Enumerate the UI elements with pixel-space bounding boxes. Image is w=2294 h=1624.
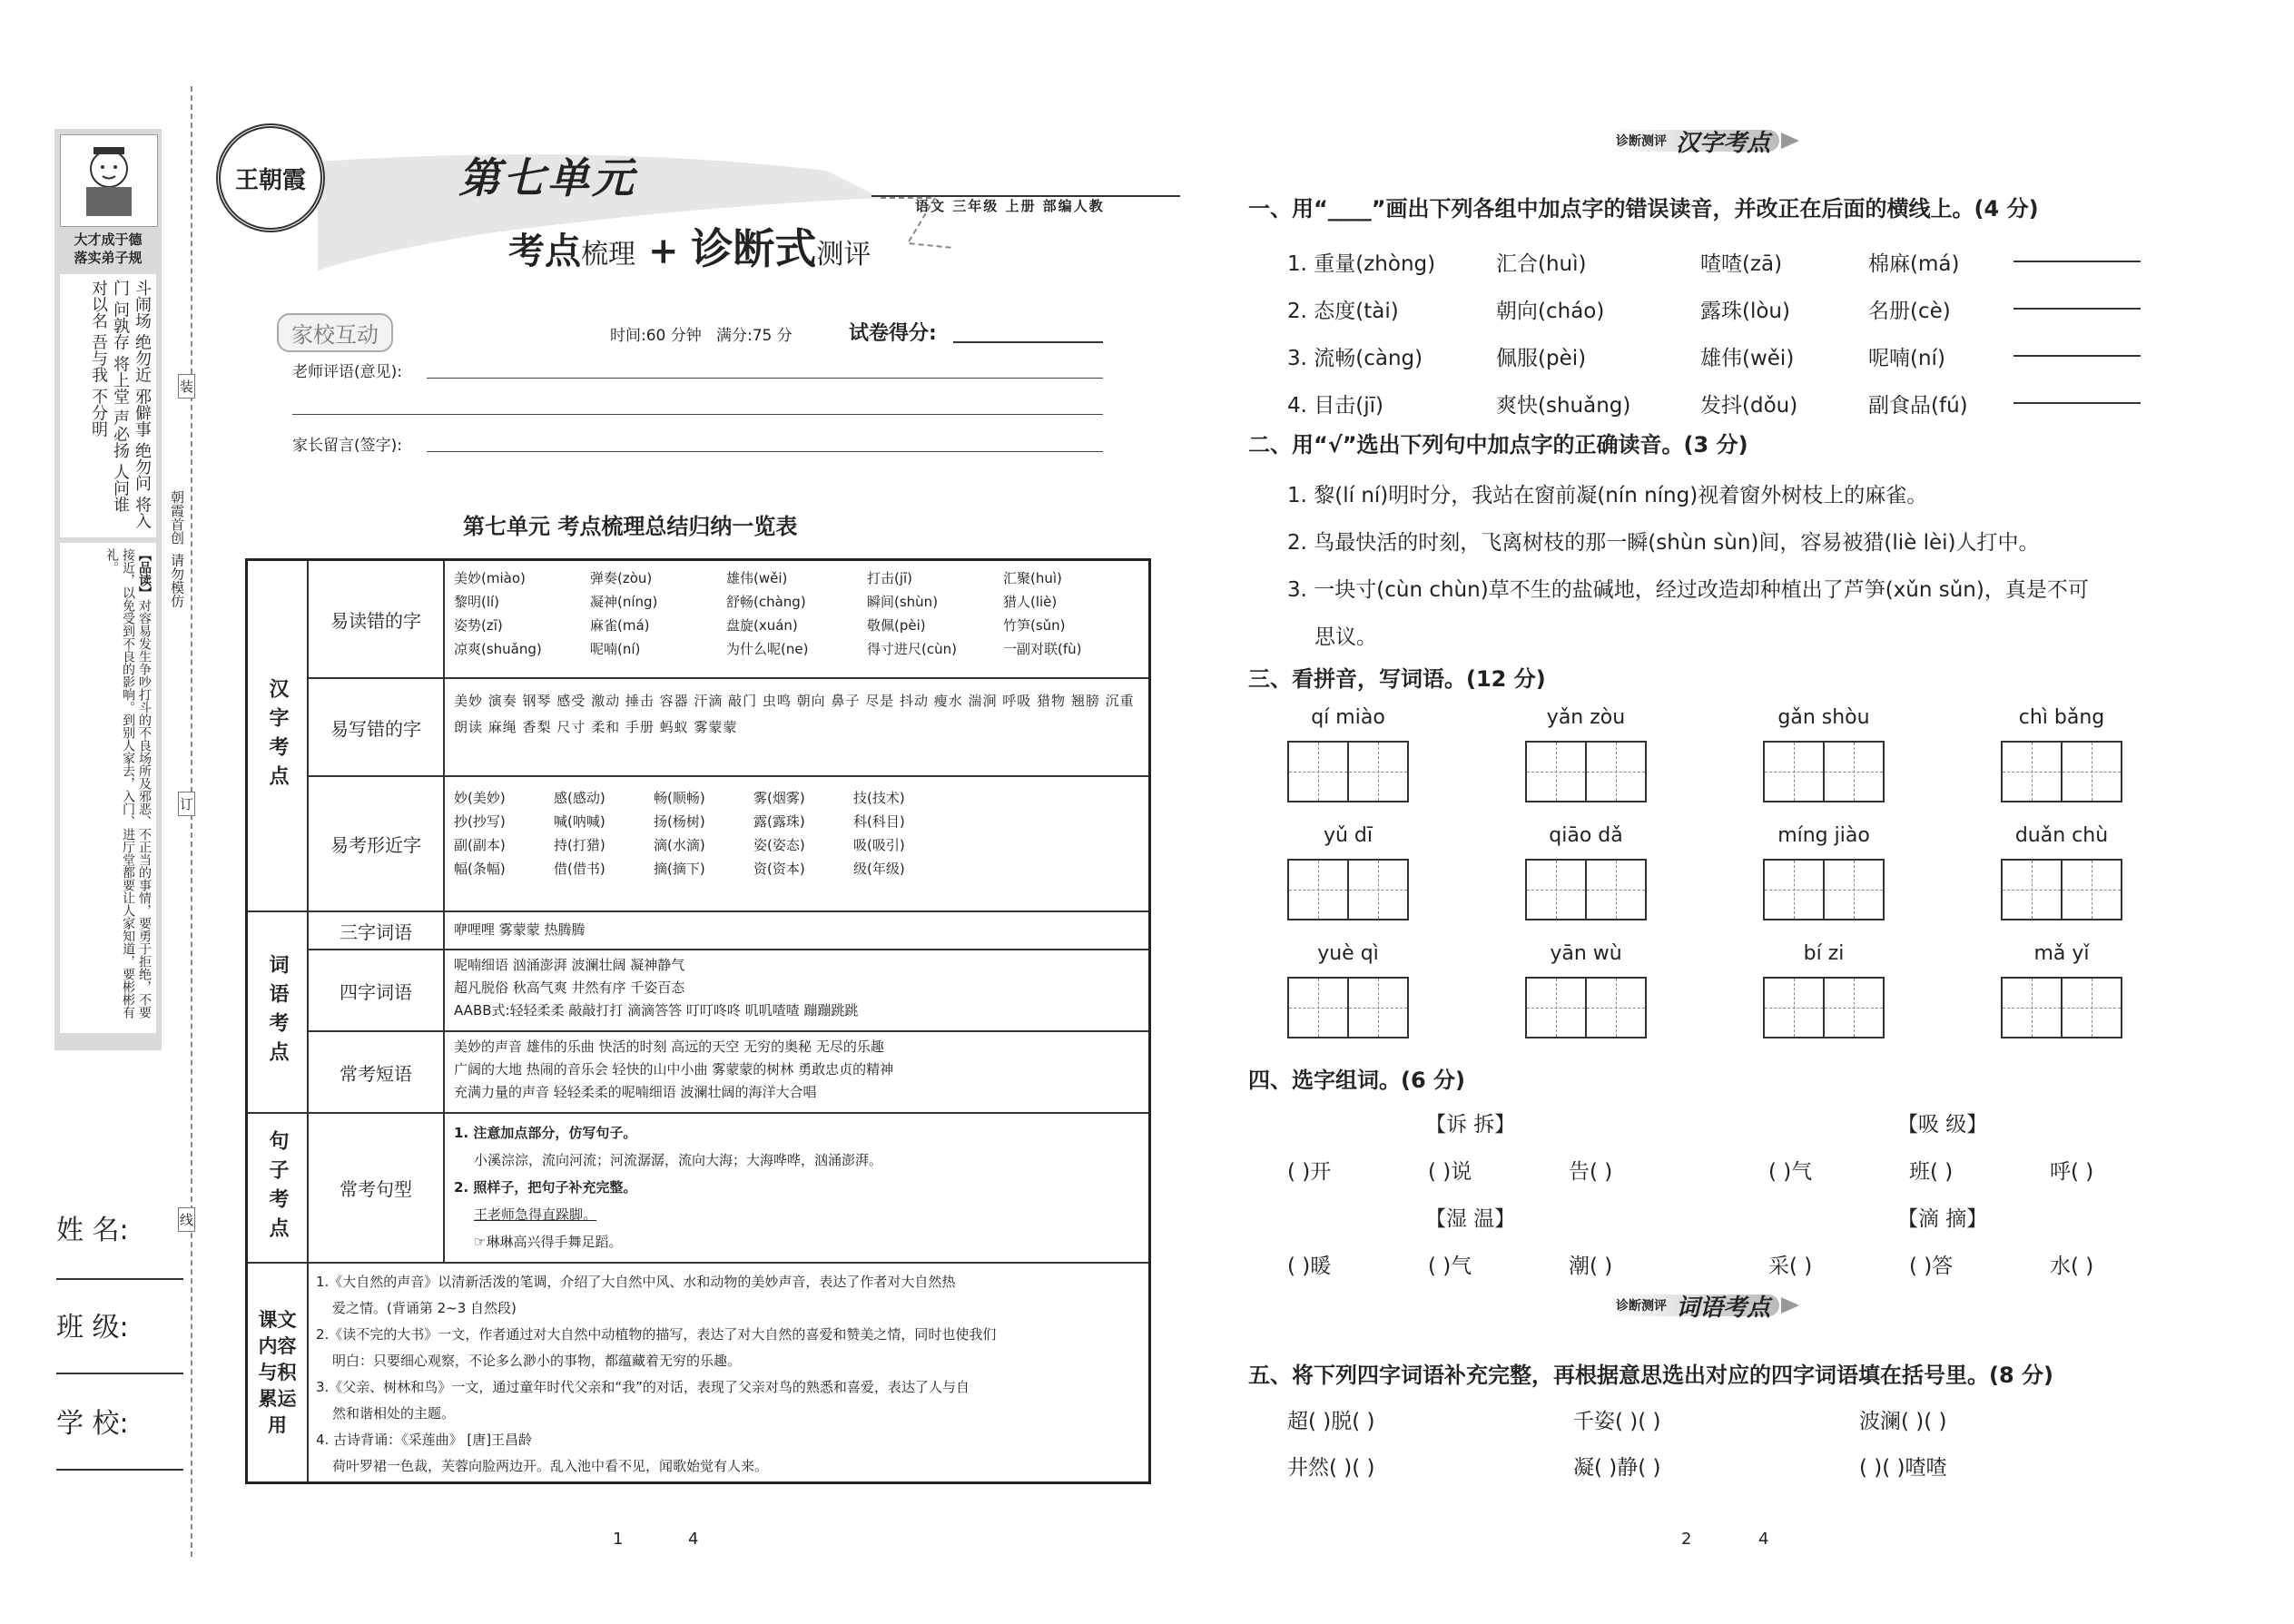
answer-line[interactable] <box>2013 355 2141 357</box>
unit-title: 第七单元 <box>458 153 636 202</box>
page-total: 4 <box>1758 1530 1769 1549</box>
choice-group: 【诉 拆】 <box>1425 1113 1516 1137</box>
label-yixie: 易写错的字 <box>307 677 443 775</box>
content-kewen: 1.《大自然的声音》以清新活泼的笔调，介绍了大自然中风、水和动物的美妙声音，表达了作者对大自然热 爱之情。(背诵第 2~3 自然段) 2.《读不完的大书》一文，作者通过对大自然中动植物的描写，表达了对大自然的喜爱和赞美之情，同时也使我们 明白：只要细心观察，不论多么渺小的事物，都蕴藏着无穷的乐趣。 3.《父亲、树林和鸟》一文，通过童年时代父亲和“我”的对话，表现了父亲对鸟的熟悉和喜爱，表达了人与自 然和谐相处的主题。 4. 古诗背诵：《采莲曲》 [唐]王昌龄 荷叶罗裙一色裁，芙蓉向脸两边开。乱入池中看不见，闻歌始觉有人来。 <box>307 1262 1148 1482</box>
name-field[interactable] <box>56 1278 183 1280</box>
score-field[interactable] <box>953 341 1103 343</box>
question-2-items: 1. 黎(lí ní)明时分，我站在窗前凝(nín níng)视着窗外树枝上的麻雀。 2. 鸟最快活的时刻，飞离树枝的那一瞬(shùn sùn)间，容易被猎(liè lèi)人打中。 3. 一块寸(cùn chùn)草不生的盐碱地，经过改造却种植出了芦笋(xǔn sǔn)，真是不可 思议。 <box>1287 484 2089 649</box>
writing-box[interactable] <box>1525 741 1647 802</box>
question-2: 二、用“√”选出下列句中加点字的正确读音。(3 分) <box>1248 432 1748 458</box>
pinyin-prompt: yuè qì <box>1317 942 1379 965</box>
pinyin-prompt: gǎn shòu <box>1777 706 1870 729</box>
content-yixie: 美妙 演奏 钢琴 感受 激动 捶击 容器 汗滴 敲门 虫鸣 朝向 鼻子 尽是 抖动 瘦水 湍涧 呼吸 猎物 翘膀 沉重 朗读 麻绳 香梨 尺寸 柔和 手册 蚂蚁 雾蒙蒙 <box>443 677 1148 775</box>
class-label: 班 级: <box>56 1312 129 1343</box>
choice-group: 【湿 温】 <box>1425 1207 1516 1231</box>
brand-logo: 王朝霞 <box>216 123 325 232</box>
page-number: 2 <box>1681 1530 1692 1549</box>
question-5-row: 超( )脱( ) 千姿( )( ) 波澜( )( ) <box>1287 1410 1947 1433</box>
writing-box[interactable] <box>1763 741 1885 802</box>
question-1: 一、用“____”画出下列各组中加点字的错误读音，并改正在后面的横线上。(4 分) <box>1248 196 2039 221</box>
motto-sidebar <box>54 129 162 1050</box>
pinyin-prompt: bí zi <box>1803 942 1845 965</box>
arrow-icon <box>1779 129 1803 153</box>
answer-line[interactable] <box>2013 261 2141 262</box>
pinyin-prompt: yǎn zòu <box>1546 706 1626 729</box>
class-field[interactable] <box>56 1373 183 1374</box>
score-label: 试卷得分: <box>849 322 937 345</box>
cut-label: 订 <box>178 792 195 816</box>
content-sanzi: 咿哩哩 雾蒙蒙 热腾腾 <box>443 910 1148 949</box>
category-kewen: 课文内容与积累运用 <box>248 1262 307 1482</box>
content-yidu: 美妙(miào) 弹奏(zòu) 雄伟(wěi) 打击(jī) 汇聚(huì) 黎明(lí) 凝神(níng) 舒畅(chàng) 瞬间(shùn) 猎人(liè) 姿势(zī) 麻雀(má) 盘旋(xuán) 敬佩(pèi) 竹笋(sǔn) 凉爽(shuǎng) 呢喃(ní) 为什么呢(ne) 得寸进尺(cùn) 一副对联(fù) <box>443 561 1148 677</box>
writing-box[interactable] <box>1763 977 1885 1038</box>
content-duanyu: 美妙的声音 雄伟的乐曲 快活的时刻 高远的天空 无穷的奥秘 无尽的乐趣 广阔的大地 热闹的音乐会 轻快的山中小曲 雾蒙蒙的树林 勇敢忠贞的精神 充满力量的声音 轻轻柔柔的呢喃细语 波澜壮阔的海洋大合唱 <box>443 1030 1148 1112</box>
arrow-icon <box>1779 1294 1803 1317</box>
pinyin-prompt: míng jiào <box>1777 824 1870 847</box>
label-duanyu: 常考短语 <box>307 1030 443 1112</box>
school-label: 学 校: <box>56 1408 129 1440</box>
pinyin-grid <box>1287 706 2195 1042</box>
category-ciyu: 词语考点 <box>248 910 307 1112</box>
label-yidu: 易读错的字 <box>307 561 443 677</box>
pinyin-prompt: qiāo dǎ <box>1549 824 1623 847</box>
parent-comment-label: 家长留言(签字): <box>292 437 402 455</box>
section-banner-hanzi: 诊断测评 汉字考点 <box>1607 129 1803 153</box>
question-4-row: ( )暖 ( )气 潮( ) 采( ) ( )答 水( ) <box>1287 1255 2094 1278</box>
label-sanzi: 三字词语 <box>307 910 443 949</box>
exam-time: 时间:60 分钟 满分:75 分 <box>610 327 793 345</box>
writing-box[interactable] <box>1763 859 1885 920</box>
page-number: 1 <box>613 1530 624 1549</box>
category-juzi: 句子考点 <box>248 1112 307 1262</box>
home-school-badge: 家校互动 <box>277 313 393 352</box>
question-5: 五、将下列四字词语补充完整，再根据意思选出对应的四字词语填在括号里。(8 分) <box>1248 1363 2053 1388</box>
student-illustration <box>60 134 158 227</box>
pinyin-prompt: yǔ dī <box>1323 824 1373 847</box>
writing-box[interactable] <box>1525 859 1647 920</box>
cut-line <box>191 86 192 1557</box>
writing-box[interactable] <box>2001 859 2122 920</box>
poem-text: 斗闹场 绝勿近 邪僻事 绝勿问 将入门 问孰存 将上堂 声必扬 人问谁 对以名 吾与我 不分明 <box>60 274 156 537</box>
content-juxing: 1. 注意加点部分，仿写句子。 小溪淙淙，流向河流；河流潺潺，流向大海；大海哗哗，汹涌澎湃。 2. 照样子，把句子补充完整。 王老师急得直跺脚。 ☞琳琳高兴得手舞足蹈。 <box>443 1112 1148 1262</box>
teacher-comment-field[interactable] <box>427 378 1103 379</box>
writing-box[interactable] <box>1525 977 1647 1038</box>
question-4: 四、选字组词。(6 分) <box>1248 1068 1465 1093</box>
question-4-row: ( )开 ( )说 告( ) ( )气 班( ) 呼( ) <box>1287 1160 2094 1184</box>
teacher-comment-label: 老师评语(意见): <box>292 363 402 381</box>
question-5-row: 井然( )( ) 凝( )静( ) ( )( )喳喳 <box>1287 1456 1947 1480</box>
writing-box[interactable] <box>1287 977 1409 1038</box>
textbook-info: 语文 三年级 上册 部编人教 <box>915 198 1105 214</box>
school-field[interactable] <box>56 1469 183 1471</box>
summary-title: 第七单元 考点梳理总结归纳一览表 <box>463 514 798 539</box>
writing-box[interactable] <box>2001 741 2122 802</box>
writing-box[interactable] <box>1287 741 1409 802</box>
label-sizi: 四字词语 <box>307 949 443 1030</box>
category-hanzi: 汉字考点 <box>266 677 289 794</box>
copyright-note: 朝霞首创 请勿模仿 <box>169 490 185 608</box>
label-yixing: 易考形近字 <box>307 775 443 910</box>
pinyin-prompt: duǎn chù <box>2014 824 2109 847</box>
pinyin-prompt: yān wù <box>1550 942 1622 965</box>
page-subtitle: 考点梳理 + 诊断式测评 <box>508 224 871 273</box>
choice-group: 【吸 级】 <box>1897 1113 1988 1137</box>
pinyin-prompt: chì bǎng <box>2018 706 2105 729</box>
page-total: 4 <box>688 1530 699 1549</box>
content-sizi: 呢喃细语 汹涌澎湃 波澜壮阔 凝神静气 超凡脱俗 秋高气爽 井然有序 千姿百态 AABB式:轻轻柔柔 敲敲打打 滴滴答答 叮叮咚咚 叽叽喳喳 蹦蹦跳跳 <box>443 949 1148 1030</box>
summary-table <box>245 558 1151 1484</box>
cut-label: 装 <box>178 374 195 399</box>
writing-box[interactable] <box>1287 859 1409 920</box>
pinyin-prompt: mǎ yǐ <box>2033 942 2090 965</box>
motto: 大才成于德 落实弟子规 <box>74 231 143 266</box>
choice-group: 【滴 摘】 <box>1897 1207 1988 1231</box>
parent-comment-field[interactable] <box>427 451 1103 452</box>
section-banner-ciyu: 诊断测评 词语考点 <box>1607 1294 1803 1317</box>
writing-box[interactable] <box>2001 977 2122 1038</box>
content-yixing: 妙(美妙) 抄(抄写) 副(副本) 幅(条幅) 感(感动) 喊(呐喊) 持(打猎) 借(借书) 畅(顺畅) 扬(杨树) 滴(水滴) 摘(摘下) 雾(烟雾) 露(露珠) 姿(姿态) 资(资本) 技(技术) 科(科目) 吸(吸引) 级(年级) <box>443 775 1148 910</box>
question-1-items: 1. 重量(zhòng) 汇合(huì) 喳喳(zā) 棉麻(má) 2. 态度(tài) 朝向(cháo) 露珠(lòu) 名册(cè) 3. 流畅(càng) 佩服(pèi) 雄伟(wěi) 呢喃(ní) 4. 目击(jī) 爽快(shuǎng) 发抖(dǒu) 副食品(fú) <box>1287 238 2159 427</box>
cut-label: 线 <box>178 1207 195 1232</box>
pinyin-prompt: qí miào <box>1311 706 1385 729</box>
question-3: 三、看拼音，写词语。(12 分) <box>1248 666 1546 692</box>
answer-line[interactable] <box>2013 308 2141 310</box>
answer-line[interactable] <box>2013 402 2141 404</box>
label-juxing: 常考句型 <box>307 1112 443 1262</box>
teacher-comment-field[interactable] <box>292 414 1103 415</box>
poem-note: 【品读】对容易发生争吵打斗的不良场所及邪恶、不正当的事情，要勇于拒绝，不要接近，以免受到不良的影响。到别人家去，入门、进厅堂都要让人家知道，要彬彬有礼。 <box>60 543 156 1033</box>
name-label: 姓 名: <box>56 1215 129 1246</box>
